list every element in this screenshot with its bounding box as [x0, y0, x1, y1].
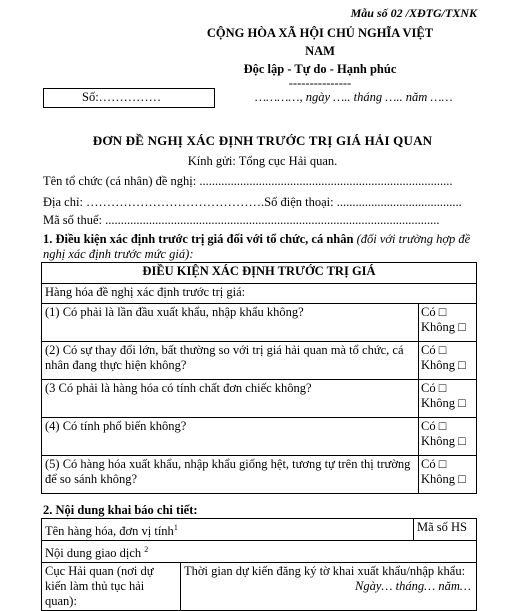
condition-question: (5) Có hàng hóa xuất khẩu, nhập khẩu giống hệt, tương tự trên thị trường để so sánh không?	[42, 456, 419, 494]
no-checkbox[interactable]: Không □	[421, 320, 466, 334]
condition-question: (2) Có sự thay đổi lớn, bất thường so với trị giá hải quan mà tổ chức, cá nhân đang thực hiện không?	[42, 342, 419, 380]
condition-answer	[419, 380, 477, 418]
goods-name-cell[interactable]	[42, 519, 414, 541]
customs-office-cell[interactable]: Cục Hải quan (nơi dự kiến làm thủ tục hải quan):	[42, 563, 181, 611]
declaration-table	[41, 518, 477, 611]
condition-question: (4) Có tính phổ biến không?	[42, 418, 419, 456]
transaction-label: Nội dung giao dịch	[45, 546, 142, 561]
conditions-intro: Hàng hóa đề nghị xác định trước trị giá:	[42, 284, 477, 304]
no-checkbox[interactable]: Không □	[421, 396, 466, 410]
expected-time-label: Thời gian dự kiến đăng ký tờ khai xuất khẩu/nhập khẩu:	[184, 564, 466, 579]
condition-answer	[419, 418, 477, 456]
conditions-table	[41, 262, 477, 494]
condition-question: (1) Có phải là lần đầu xuất khẩu, nhập khẩu không?	[42, 304, 419, 342]
goods-name-label: Tên hàng hóa, đơn vị tính	[45, 524, 174, 539]
form-title: ĐƠN ĐỀ NGHỊ XÁC ĐỊNH TRƯỚC TRỊ GIÁ HẢI QUAN	[92, 133, 433, 148]
country-name: CỘNG HÒA XÃ HỘI CHỦ NGHĨA VIỆT	[206, 26, 434, 40]
yes-checkbox[interactable]: Có □	[421, 419, 447, 433]
tax-code-field[interactable]: Mã số thuế: ...........................................................................................................	[43, 213, 440, 227]
country-name-cont: NAM	[305, 44, 335, 58]
condition-row	[42, 380, 477, 418]
no-checkbox[interactable]: Không □	[421, 358, 466, 372]
condition-answer	[419, 304, 477, 342]
yes-checkbox[interactable]: Có □	[421, 381, 447, 395]
section-2-title: 2. Nội dung khai báo chi tiết:	[43, 503, 198, 517]
national-header	[170, 24, 470, 92]
national-motto: Độc lập - Tự do - Hạnh phúc	[243, 62, 397, 76]
organization-field[interactable]: Tên tổ chức (cá nhân) đề nghị: .................................................................................	[43, 174, 453, 188]
document-number-box[interactable]	[43, 88, 215, 108]
condition-row	[42, 304, 477, 342]
no-checkbox[interactable]: Không □	[421, 472, 466, 486]
conditions-header: ĐIỀU KIỆN XÁC ĐỊNH TRƯỚC TRỊ GIÁ	[42, 263, 477, 284]
yes-checkbox[interactable]: Có □	[421, 457, 447, 471]
motto-underline: ---------------	[288, 76, 352, 90]
expected-date: Ngày… tháng… năm…	[355, 579, 471, 594]
footnote-2: 2	[144, 545, 149, 555]
condition-row	[42, 418, 477, 456]
condition-answer	[419, 456, 477, 494]
condition-question: (3 Có phải là hàng hóa có tính chất đơn chiếc không?	[42, 380, 419, 418]
addressee: Kính gửi: Tổng cục Hải quan.	[187, 154, 338, 168]
section-1-note: (đối với trường hợp đề nghị xác định trước mức giá):	[43, 232, 471, 261]
condition-row	[42, 342, 477, 380]
address-phone-field[interactable]: Địa chỉ: …………………………………….Số điện thoại: ........................................	[43, 195, 462, 209]
transaction-cell[interactable]	[42, 541, 477, 563]
hs-code-cell[interactable]: Mã số HS	[414, 519, 477, 541]
footnote-1: 1	[173, 523, 178, 532]
yes-checkbox[interactable]: Có □	[421, 343, 447, 357]
condition-answer	[419, 342, 477, 380]
form-number: Mẫu số 02 /XĐTG/TXNK	[350, 6, 477, 20]
date-line: …………, ngày ….. tháng ….. năm ……	[255, 90, 453, 104]
no-checkbox[interactable]: Không □	[421, 434, 466, 448]
section-1-heading	[43, 232, 473, 262]
document-number-label: Số:……………	[82, 90, 162, 104]
section-1-title: 1. Điều kiện xác định trước trị giá đối với tổ chức, cá nhân	[43, 232, 354, 246]
yes-checkbox[interactable]: Có □	[421, 305, 447, 319]
condition-row	[42, 456, 477, 494]
